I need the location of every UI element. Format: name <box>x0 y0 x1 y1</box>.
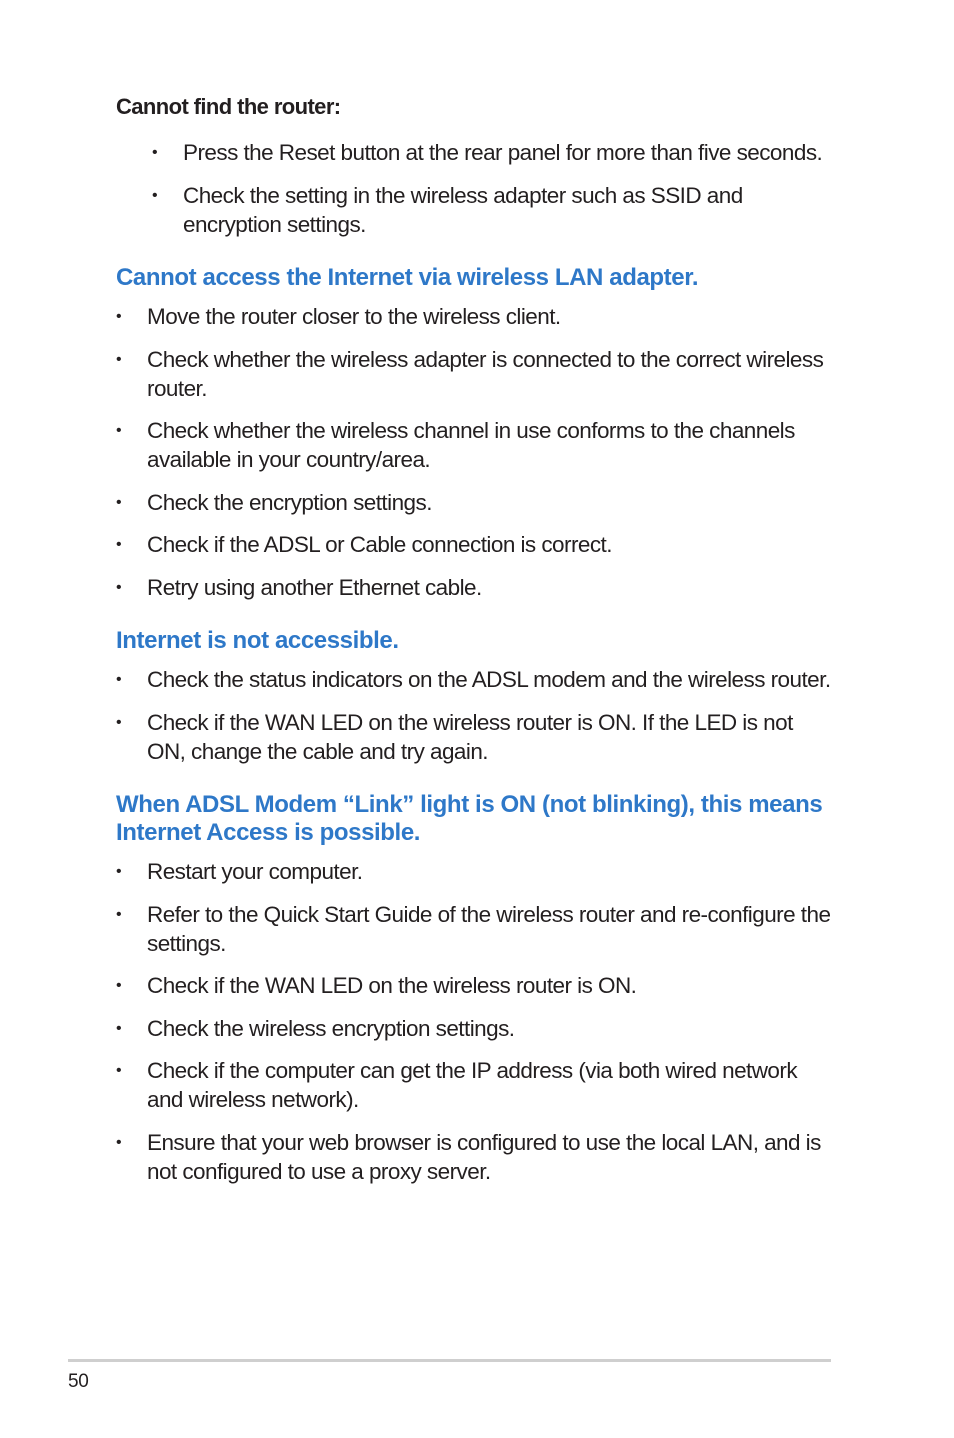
list-item <box>116 1014 831 1043</box>
document-body <box>116 92 831 1199</box>
list-item-text: Check if the computer can get the IP address (via both wired network and wireless network). <box>147 1058 798 1112</box>
list-item <box>116 573 831 602</box>
section-wireless-lan-adapter <box>116 264 831 602</box>
bullet-marker: • <box>116 713 122 731</box>
bullet-marker: • <box>152 186 158 204</box>
bullet-marker: • <box>116 1062 122 1079</box>
list-item-text: Move the router closer to the wireless client. <box>147 304 561 329</box>
bullet-marker: • <box>116 977 122 994</box>
list-item-text: Check the status indicators on the ADSL modem and the wireless router. <box>147 667 831 692</box>
list-item-text: Restart your computer. <box>147 859 363 884</box>
list-item-text: Check if the WAN LED on the wireless router is ON. If the LED is not ON, change the cable and try again. <box>147 709 793 764</box>
bullet-list-adsl-link-light <box>116 857 831 1186</box>
list-item <box>116 971 831 1000</box>
bullet-marker: • <box>116 422 122 439</box>
list-item-text: Check the setting in the wireless adapter such as SSID and encryption settings. <box>183 182 743 237</box>
bullet-marker: • <box>116 536 122 553</box>
list-item <box>152 181 831 239</box>
list-item <box>116 416 831 474</box>
bullet-marker: • <box>116 905 122 923</box>
bullet-list-wireless-lan <box>116 302 831 602</box>
bullet-marker: • <box>116 350 122 368</box>
list-item <box>116 530 831 559</box>
bullet-marker: • <box>116 671 122 688</box>
list-item <box>116 345 831 403</box>
bullet-marker: • <box>152 144 158 161</box>
list-item-text: Check if the WAN LED on the wireless router is ON. <box>147 973 637 998</box>
section-heading-cannot-access-internet: Cannot access the Internet via wireless LAN adapter. <box>116 264 699 291</box>
list-item-text: Check whether the wireless adapter is connected to the correct wireless router. <box>147 346 824 401</box>
list-item <box>116 1128 831 1186</box>
list-item <box>116 900 831 958</box>
bullet-marker: • <box>116 578 122 596</box>
section-internet-not-accessible <box>116 627 831 766</box>
list-item <box>116 302 831 331</box>
list-item-text: Check whether the wireless channel in use conforms to the channels available in your country/area. <box>147 418 795 472</box>
bullet-marker: • <box>116 1019 122 1037</box>
sub-heading-cannot-find-router: Cannot find the router: <box>116 94 341 119</box>
section-heading-adsl-link-light: When ADSL Modem “Link” light is ON (not blinking), this means Internet Access is possible. <box>116 791 823 846</box>
list-item-text: Check if the ADSL or Cable connection is correct. <box>147 532 612 557</box>
list-item <box>116 1056 831 1114</box>
bullet-marker: • <box>116 493 122 511</box>
list-item <box>116 488 831 517</box>
list-item-text: Check the wireless encryption settings. <box>147 1015 515 1041</box>
bullet-marker: • <box>116 863 122 880</box>
bullet-list-internet-not-accessible <box>116 665 831 766</box>
list-item-text: Check the encryption settings. <box>147 489 432 515</box>
list-item <box>116 857 831 886</box>
list-item <box>116 665 831 694</box>
list-item <box>152 138 831 167</box>
list-item-text: Press the Reset button at the rear panel for more than five seconds. <box>183 140 823 165</box>
section-heading-internet-not-accessible: Internet is not accessible. <box>116 627 399 654</box>
list-item-text: Ensure that your web browser is configured to use the local LAN, and is not configured to use a proxy server. <box>147 1129 821 1184</box>
list-item-text: Retry using another Ethernet cable. <box>147 574 482 600</box>
page-number: 50 <box>68 1371 89 1392</box>
list-item <box>116 708 831 766</box>
list-item-text: Refer to the Quick Start Guide of the wireless router and re-configure the settings. <box>147 901 831 956</box>
section-adsl-link-light <box>116 791 831 1186</box>
footer-divider <box>68 1359 831 1362</box>
bullet-list-find-router <box>152 138 831 239</box>
bullet-marker: • <box>116 308 122 325</box>
section-find-router <box>116 92 831 239</box>
bullet-marker: • <box>116 1133 122 1151</box>
